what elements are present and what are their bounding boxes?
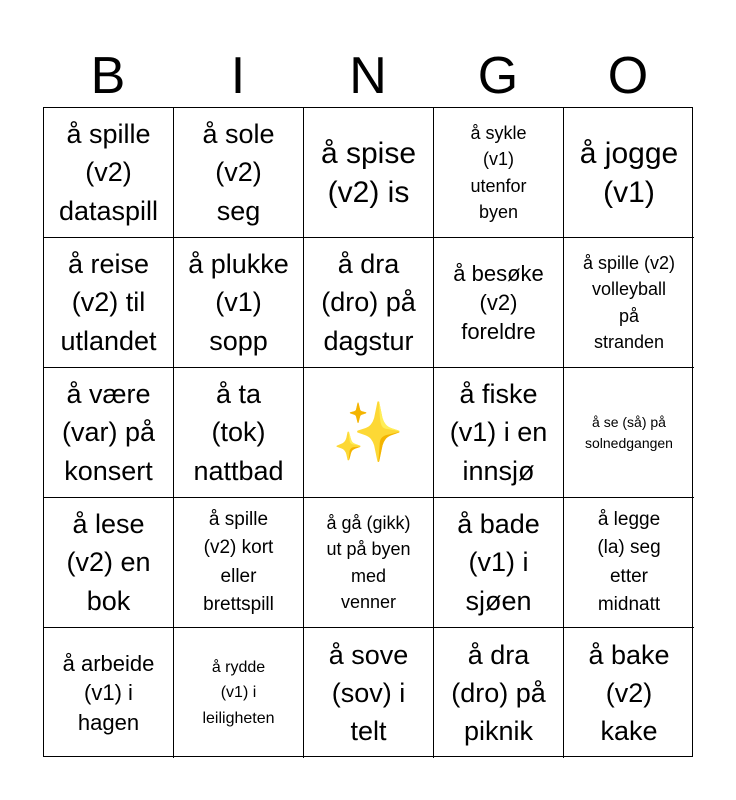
bingo-cell[interactable]: å sove (sov) i telt	[304, 628, 434, 758]
bingo-cell[interactable]: å se (så) på solnedgangen	[564, 368, 694, 498]
bingo-cell[interactable]: å spille (v2) dataspill	[44, 108, 174, 238]
bingo-cell[interactable]: å ta (tok) nattbad	[174, 368, 304, 498]
bingo-cell[interactable]: å fiske (v1) i en innsjø	[434, 368, 564, 498]
bingo-cell[interactable]: å plukke (v1) sopp	[174, 238, 304, 368]
bingo-cell[interactable]: å besøke (v2) foreldre	[434, 238, 564, 368]
bingo-cell[interactable]: å sykle (v1) utenfor byen	[434, 108, 564, 238]
bingo-cell[interactable]: å spille (v2) volleyball på stranden	[564, 238, 694, 368]
bingo-cell[interactable]: å arbeide (v1) i hagen	[44, 628, 174, 758]
free-space-cell[interactable]	[304, 368, 434, 498]
bingo-cell[interactable]: å legge (la) seg etter midnatt	[564, 498, 694, 628]
bingo-cell[interactable]: å bade (v1) i sjøen	[434, 498, 564, 628]
sparkles-icon: ✨	[332, 399, 405, 465]
bingo-cell[interactable]: å dra (dro) på piknik	[434, 628, 564, 758]
header-letter-g: G	[477, 47, 519, 105]
bingo-cell[interactable]: å dra (dro) på dagstur	[304, 238, 434, 368]
bingo-cell[interactable]: å reise (v2) til utlandet	[44, 238, 174, 368]
bingo-cell[interactable]: å sole (v2) seg	[174, 108, 304, 238]
bingo-cell[interactable]: å spille (v2) kort eller brettspill	[174, 498, 304, 628]
header-letter-i: I	[230, 47, 246, 105]
bingo-grid	[43, 107, 693, 757]
bingo-cell[interactable]: å rydde (v1) i leiligheten	[174, 628, 304, 758]
bingo-cell[interactable]: å bake (v2) kake	[588, 639, 670, 747]
bingo-cell[interactable]: å lese (v2) en bok	[44, 498, 174, 628]
header-letter-n: N	[349, 47, 387, 105]
bingo-header	[43, 44, 693, 108]
bingo-cell[interactable]: å gå (gikk) ut på byen med venner	[304, 498, 434, 628]
header-letter-o: O	[607, 47, 649, 105]
bingo-cell[interactable]: å være (var) på konsert	[44, 368, 174, 498]
bingo-cell[interactable]: å spise (v2) is	[304, 108, 434, 238]
header-letter-b: B	[90, 47, 126, 105]
bingo-cell[interactable]: å jogge (v1)	[564, 108, 694, 238]
